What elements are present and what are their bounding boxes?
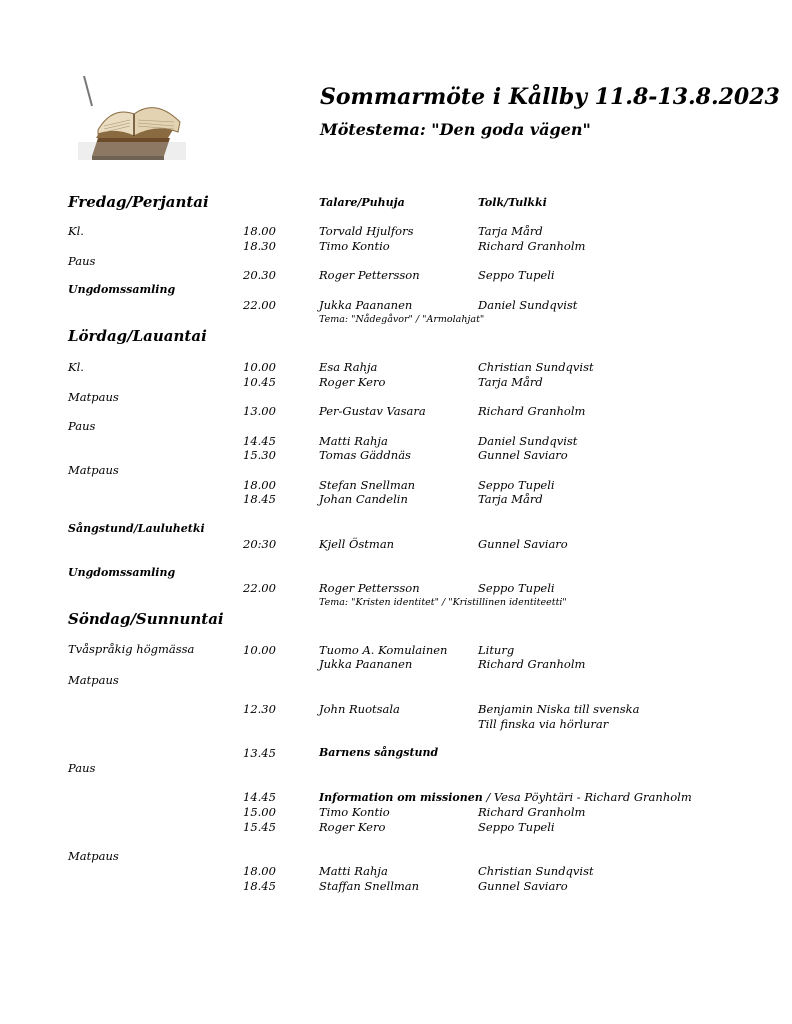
- session-time: 18.45: [243, 492, 276, 506]
- mission-information-speakers: / Vesa Pöyhtäri - Richard Granholm: [482, 790, 692, 804]
- session-time: 18.30: [243, 239, 276, 253]
- youth-gathering-label: Ungdomssamling: [68, 566, 176, 579]
- speaker-name: Matti Rahja: [319, 434, 388, 448]
- session-time: 18.00: [243, 478, 276, 492]
- song-hour-label: Sångstund/Lauluhetki: [68, 522, 205, 535]
- youth-theme: Tema: "Nådegåvor" / "Armolahjat": [319, 314, 485, 325]
- session-time: 18.00: [243, 224, 276, 238]
- speaker-name: Staffan Snellman: [319, 879, 420, 893]
- session-time: 14.45: [243, 790, 276, 804]
- session-time: 22.00: [243, 298, 276, 312]
- session-time: 22.00: [243, 581, 276, 595]
- bilingual-mass-label: Tvåspråkig högmässa: [68, 642, 195, 656]
- interpreter-name: Richard Granholm: [478, 239, 586, 253]
- speaker-name: Torvald Hjulfors: [319, 224, 414, 238]
- interpreter-column-header: Tolk/Tulkki: [478, 196, 547, 209]
- page-title: Sommarmöte i Kållby 11.8-13.8.2023: [320, 84, 780, 110]
- session-time: 14.45: [243, 434, 276, 448]
- session-time: 15.45: [243, 820, 276, 834]
- session-time: 10.45: [243, 375, 276, 389]
- meeting-theme: Mötestema: "Den goda vägen": [320, 120, 591, 139]
- interpreter-name: Tarja Mård: [478, 492, 543, 506]
- mission-information-row: [319, 790, 692, 804]
- time-label: Kl.: [68, 224, 84, 238]
- session-time: 15.30: [243, 448, 276, 462]
- youth-theme: Tema: "Kristen identitet" / "Kristillinen identiteetti": [319, 597, 567, 608]
- speaker-name: Per-Gustav Vasara: [319, 404, 426, 418]
- interpreter-name: Benjamin Niska till svenska: [478, 702, 640, 716]
- interpreter-name: Tarja Mård: [478, 224, 543, 238]
- meal-break-label: Matpaus: [68, 390, 119, 404]
- speaker-name: Timo Kontio: [319, 805, 390, 819]
- speaker-name: Roger Kero: [319, 375, 386, 389]
- session-time: 10.00: [243, 360, 276, 374]
- meal-break-label: Matpaus: [68, 463, 119, 477]
- interpreter-name: Richard Granholm: [478, 805, 586, 819]
- speaker-name: Johan Candelin: [319, 492, 408, 506]
- speaker-name: Roger Pettersson: [319, 268, 420, 282]
- interpreter-name: Seppo Tupeli: [478, 581, 555, 595]
- interpreter-note: Till finska via hörlurar: [478, 717, 609, 731]
- session-time: 20:30: [243, 537, 277, 551]
- speaker-name: Matti Rahja: [319, 864, 388, 878]
- interpreter-name: Seppo Tupeli: [478, 820, 555, 834]
- session-time: 20.30: [243, 268, 276, 282]
- interpreter-name: Daniel Sundqvist: [478, 434, 578, 448]
- speaker-name: Tomas Gäddnäs: [319, 448, 411, 462]
- speaker-column-header: Talare/Puhuja: [319, 196, 405, 209]
- interpreter-name: Seppo Tupeli: [478, 478, 555, 492]
- interpreter-name: Gunnel Saviaro: [478, 537, 568, 551]
- interpreter-name: Gunnel Saviaro: [478, 879, 568, 893]
- meal-break-label: Matpaus: [68, 673, 119, 687]
- speaker-name: Jukka Paananen: [319, 657, 413, 671]
- session-time: 10.00: [243, 643, 276, 657]
- saturday-heading: Lördag/Lauantai: [68, 327, 207, 345]
- session-time: 18.00: [243, 864, 276, 878]
- session-time: 13.00: [243, 404, 276, 418]
- interpreter-name: Christian Sundqvist: [478, 360, 594, 374]
- children-song-hour: Barnens sångstund: [319, 746, 439, 759]
- interpreter-name: Tarja Mård: [478, 375, 543, 389]
- interpreter-name: Liturg: [478, 643, 515, 657]
- interpreter-name: Seppo Tupeli: [478, 268, 555, 282]
- youth-gathering-label: Ungdomssamling: [68, 283, 176, 296]
- speaker-name: Tuomo A. Komulainen: [319, 643, 448, 657]
- interpreter-name: Richard Granholm: [478, 657, 586, 671]
- open-book-logo: [78, 76, 186, 160]
- speaker-name: Kjell Östman: [319, 537, 395, 551]
- break-label: Paus: [68, 254, 96, 268]
- session-time: 12.30: [243, 702, 276, 716]
- speaker-name: Timo Kontio: [319, 239, 390, 253]
- session-time: 13.45: [243, 746, 276, 760]
- meal-break-label: Matpaus: [68, 849, 119, 863]
- speaker-name: Jukka Paananen: [319, 298, 413, 312]
- speaker-name: Roger Kero: [319, 820, 386, 834]
- mission-information-label: Information om missionen: [319, 791, 483, 804]
- speaker-name: Roger Pettersson: [319, 581, 420, 595]
- interpreter-name: Daniel Sundqvist: [478, 298, 578, 312]
- interpreter-name: Christian Sundqvist: [478, 864, 594, 878]
- break-label: Paus: [68, 419, 96, 433]
- break-label: Paus: [68, 761, 96, 775]
- interpreter-name: Richard Granholm: [478, 404, 586, 418]
- friday-heading: Fredag/Perjantai: [68, 193, 209, 211]
- speaker-name: John Ruotsala: [319, 702, 400, 716]
- session-time: 15.00: [243, 805, 276, 819]
- session-time: 18.45: [243, 879, 276, 893]
- speaker-name: Esa Rahja: [319, 360, 378, 374]
- interpreter-name: Gunnel Saviaro: [478, 448, 568, 462]
- speaker-name: Stefan Snellman: [319, 478, 416, 492]
- time-label: Kl.: [68, 360, 84, 374]
- sunday-heading: Söndag/Sunnuntai: [68, 610, 224, 628]
